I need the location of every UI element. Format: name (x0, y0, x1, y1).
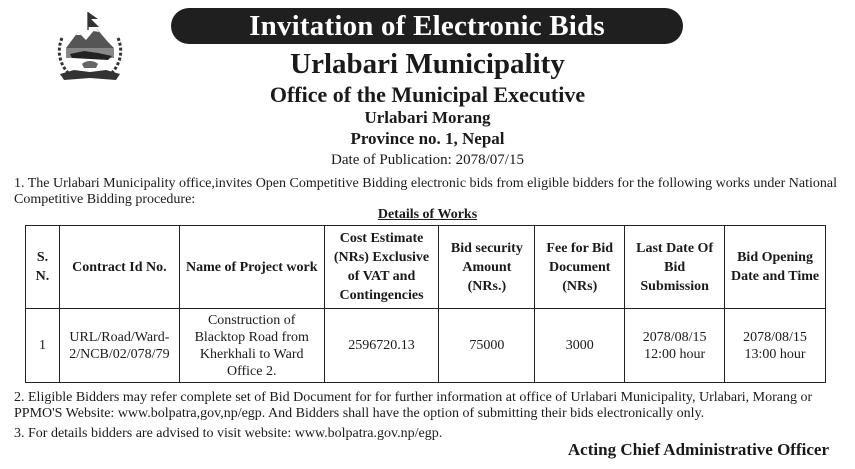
table-cell-last-date: 2078/08/15 12:00 hour (625, 309, 725, 383)
column-header: Bid security Amount (NRs.) (439, 226, 535, 309)
works-table (25, 225, 826, 383)
column-header: Contract Id No. (59, 226, 179, 309)
table-header-row (26, 226, 826, 309)
column-header: Last Date Of Bid Submission (625, 226, 725, 309)
province-name: Province no. 1, Nepal (350, 129, 505, 148)
table-cell-bid-security: 75000 (439, 309, 535, 383)
column-header: Bid Opening Date and Time (725, 226, 826, 309)
table-cell-project-name: Construction of Blacktop Road from Kherkhali to Ward Office 2. (179, 309, 324, 383)
table-cell-cost-estimate: 2596720.13 (324, 309, 439, 383)
city-name: Urlabari Morang (364, 108, 491, 127)
notice-paragraph-3: 3. For details bidders are advised to visit website: www.bolpatra.gov.np/egp. (14, 426, 443, 441)
publication-date: Date of Publication: 2078/07/15 (331, 152, 524, 168)
column-header: Name of Project work (179, 226, 324, 309)
notice-paragraph-2: 2. Eligible Bidders may refer complete set of Bid Document for for further information at office of Urlabari Municipality, Urlabari, Morang or PPMO'S Website: www.bolpatra,gov,np/egp. And Bidders shall have the option of submitting their bids electronically only. (14, 390, 813, 421)
office-name: Office of the Municipal Executive (269, 82, 586, 107)
table-cell-document-fee: 3000 (535, 309, 625, 383)
details-of-works-title: Details of Works (377, 207, 478, 222)
banner-title: Invitation of Electronic Bids (171, 8, 683, 44)
table-row (26, 309, 826, 383)
table-cell-opening-date: 2078/08/15 13:00 hour (725, 309, 826, 383)
signature-title: Acting Chief Administrative Officer (567, 440, 829, 459)
column-header: S. N. (26, 226, 60, 309)
notice-paragraph-1: 1. The Urlabari Municipality office,invites Open Competitive Bidding electronic bids from eligible bidders for the following works under National Competitive Bidding procedure: (14, 176, 837, 207)
table-cell-sn: 1 (26, 309, 60, 383)
column-header: Fee for Bid Document (NRs) (535, 226, 625, 309)
organization-name: Urlabari Municipality (290, 48, 565, 80)
column-header: Cost Estimate (NRs) Exclusive of VAT and Contingencies (324, 226, 439, 309)
table-cell-contract-id: URL/Road/Ward-2/NCB/02/078/79 (59, 309, 179, 383)
